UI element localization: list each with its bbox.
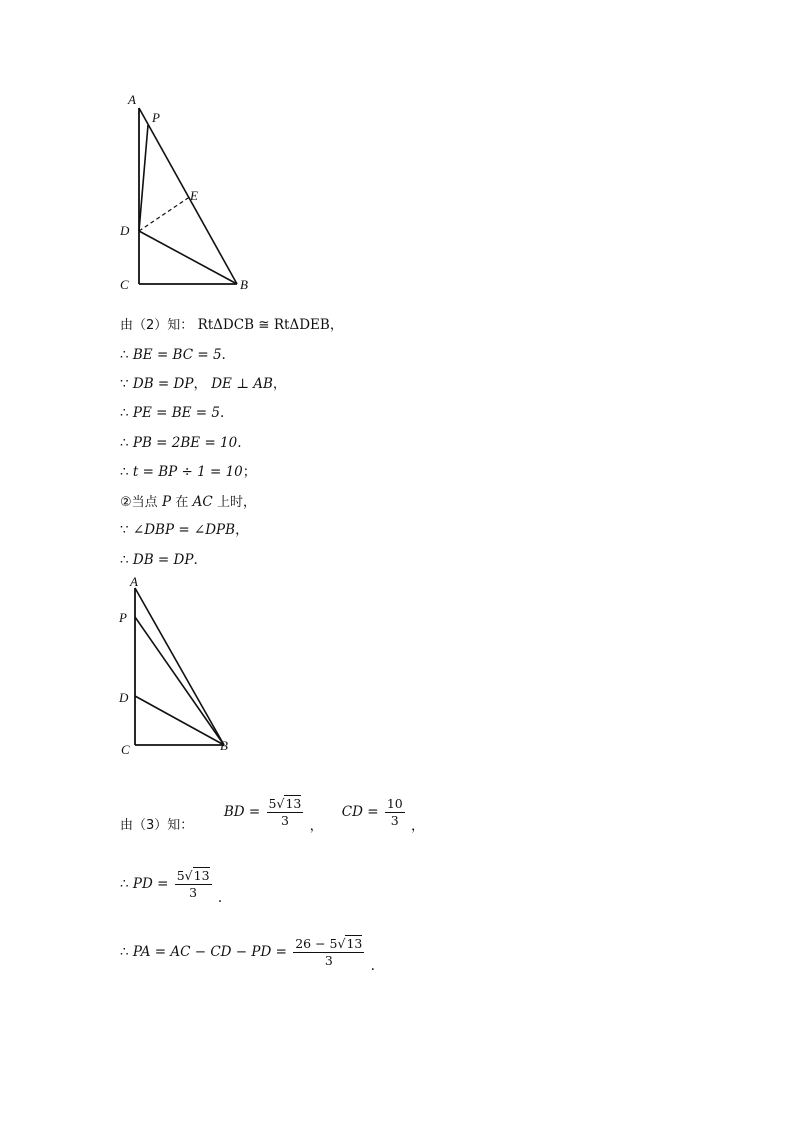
segment-dp (139, 125, 148, 231)
therefore-symbol: ∴ (120, 944, 129, 960)
line-4-math: PE = BE = 5 (132, 405, 220, 421)
bd-denominator: 3 (280, 813, 289, 828)
sqrt-sign: √ (337, 936, 346, 951)
therefore-symbol: ∴ (120, 405, 129, 421)
because-symbol: ∵ (120, 522, 129, 538)
sqrt-sign: √ (276, 796, 285, 811)
line-5-end: . (237, 435, 242, 451)
label-c: C (120, 277, 129, 292)
line-6-math: t = BP ÷ 1 = 10 (132, 464, 243, 480)
line-3-math-b: DE ⊥ AB (211, 376, 273, 392)
line-6-end: ； (242, 464, 257, 480)
line-5 (120, 434, 242, 452)
line-4 (120, 404, 224, 422)
pd-fraction (175, 867, 212, 901)
pd-denominator: 3 (189, 885, 198, 900)
cd-lhs: CD = (341, 804, 379, 820)
therefore-symbol: ∴ (120, 435, 129, 451)
label-b: B (240, 277, 248, 292)
line-2-math: BE = BC = 5 (132, 347, 222, 363)
bd-numerator (267, 795, 304, 813)
pd-num-radicand: 13 (193, 868, 210, 883)
line-2 (120, 346, 226, 364)
therefore-symbol: ∴ (120, 552, 129, 568)
segment-de-dashed (139, 196, 191, 231)
pa-num-a: 26 − 5 (295, 936, 338, 951)
bd-num-radicand: 13 (285, 796, 302, 811)
label-p: P (119, 610, 127, 625)
therefore-symbol: ∴ (120, 876, 129, 892)
bd-num-coef: 5 (268, 796, 277, 811)
figure-1 (110, 90, 270, 300)
pa-fraction (293, 935, 364, 969)
part3-line-1 (120, 778, 425, 846)
cd-fraction (385, 796, 405, 829)
sep-1: ， (309, 818, 324, 834)
label-d: D (120, 223, 130, 238)
line-3-end: ， (272, 376, 287, 392)
line-2-end: . (221, 347, 226, 363)
pa-numerator (293, 935, 364, 953)
pd-num-coef: 5 (176, 868, 185, 883)
pa-end: . (370, 958, 375, 974)
pd-numerator (175, 867, 212, 885)
pa-lhs: PA = AC − CD − PD = (132, 944, 287, 960)
sep-2: ， (411, 818, 425, 834)
line-6 (120, 463, 256, 481)
pd-lhs: PD = (132, 876, 169, 892)
bd-fraction (267, 795, 304, 829)
pd-end: . (217, 890, 223, 906)
line-1 (120, 316, 343, 335)
line-3 (120, 375, 286, 393)
label-p: P (152, 110, 160, 125)
figure-2-svg (110, 570, 250, 760)
line-4-end: . (219, 405, 225, 421)
label-a: A (130, 574, 138, 589)
line-8 (120, 521, 249, 539)
line-1-prefix: 由（2）知： (120, 318, 194, 333)
segment-ab (135, 588, 224, 745)
line-7-ac: AC (192, 494, 213, 510)
label-d: D (119, 690, 129, 705)
line-8-end: ， (235, 522, 249, 538)
bd-lhs: BD = (223, 804, 261, 820)
line-1-math: RtΔDCB ≅ RtΔDEB (197, 317, 330, 333)
part3-prefix: 由（3）知： (120, 818, 194, 833)
pa-num-radicand: 13 (346, 936, 363, 951)
figure-2 (110, 570, 250, 760)
sqrt-sign: √ (184, 868, 193, 883)
line-1-end: ， (329, 317, 344, 333)
label-e: E (190, 188, 198, 203)
line-3-math-a: DB = DP (132, 376, 194, 392)
line-7-circ: ②当点 (120, 495, 158, 510)
line-7 (120, 493, 256, 512)
therefore-symbol: ∴ (120, 464, 129, 480)
line-3-sep: ， (193, 376, 207, 392)
line-5-math: PB = 2BE = 10 (132, 435, 238, 451)
therefore-symbol: ∴ (120, 347, 129, 363)
line-7-p: P (161, 494, 172, 510)
label-c: C (121, 742, 130, 757)
line-7-end: 上时， (217, 495, 257, 510)
part3-line-3 (120, 918, 375, 986)
line-9-math: DB = DP (132, 552, 194, 568)
label-a: A (128, 92, 136, 107)
label-b: B (220, 738, 228, 753)
cd-denominator: 3 (390, 812, 399, 828)
line-8-math: ∠DBP = ∠DPB (132, 522, 236, 538)
because-symbol: ∵ (120, 376, 129, 392)
line-9-end: . (193, 552, 198, 568)
line-9 (120, 551, 198, 569)
segment-pb (135, 617, 224, 745)
cd-numerator: 10 (386, 795, 403, 811)
part3-line-2 (120, 850, 222, 918)
figure-1-svg (110, 90, 270, 300)
pa-denominator: 3 (324, 953, 333, 968)
line-7-mid: 在 (175, 495, 189, 510)
